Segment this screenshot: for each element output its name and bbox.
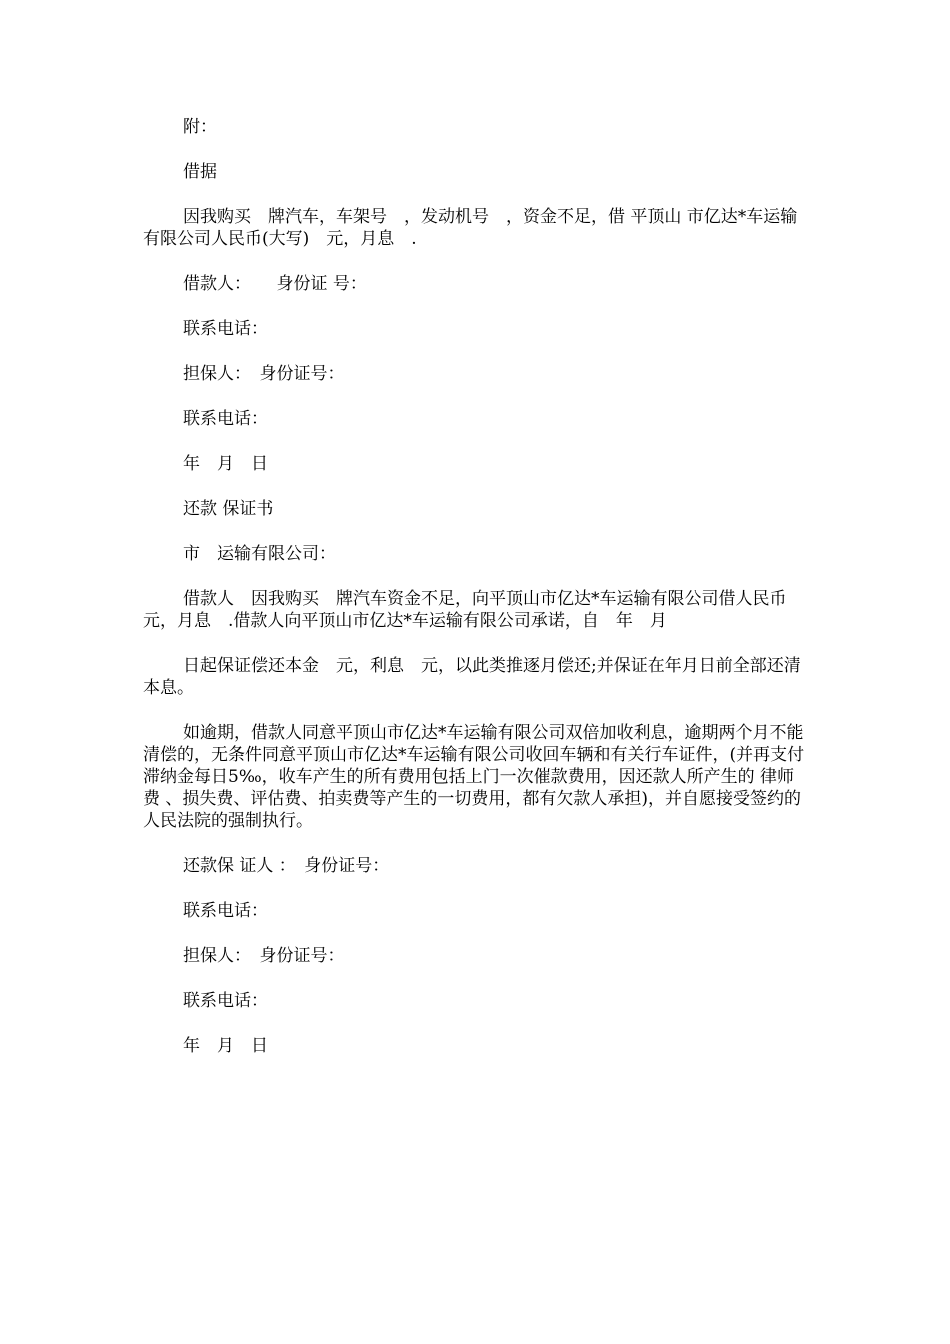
iou-date-line: 年 月 日 xyxy=(183,454,268,474)
repayment-phone-line: 联系电话： xyxy=(183,901,268,921)
second-guarantor-phone-line: 联系电话： xyxy=(183,991,268,1011)
attachment-label: 附： xyxy=(183,117,217,137)
borrower-phone-line: 联系电话： xyxy=(183,319,268,339)
iou-body: 因我购买 牌汽车，车架号 ，发动机号 ，资金不足，借 平顶山 市亿达*车运输有限公司人民币(大写) 元，月息 . xyxy=(143,207,798,249)
repayment-guarantor-line: 还款保 证人 ： 身份证号： xyxy=(183,856,390,876)
guarantee-title: 还款 保证书 xyxy=(183,499,274,519)
addressee-line: 市 运输有限公司： xyxy=(183,544,336,564)
second-guarantor-line: 担保人： 身份证号： xyxy=(183,946,345,966)
guarantor-line: 担保人： 身份证号： xyxy=(183,364,345,384)
guarantee-body-1: 借款人 因我购买 牌汽车资金不足，向平顶山市亿达*车运输有限公司借人民币 元，月息 .借款人向平顶山市亿达*车运输有限公司承诺，自 年 月 xyxy=(143,589,804,631)
borrower-line: 借款人： 身份证 号： xyxy=(183,274,367,294)
guarantee-date-line: 年 月 日 xyxy=(183,1036,268,1056)
guarantee-body-3: 如逾期，借款人同意平顶山市亿达*车运输有限公司双倍加收利息，逾期两个月不能清偿的，无条件同意平顶山市亿达*车运输有限公司收回车辆和有关行车证件，(并再支付滞纳金每日5‰，收车产生的所有费用包括上门一次催款费用，因还款人所产生的 律师费 、损失费、评估费、拍卖费等产生的一切费用，都有欠款人承担)，并自愿接受签约的 人民法院的强制执行。 xyxy=(143,723,819,831)
document-body xyxy=(143,116,819,1057)
iou-title: 借据 xyxy=(183,162,217,182)
guarantor-phone-line: 联系电话： xyxy=(183,409,268,429)
guarantee-body-2: 日起保证偿还本金 元，利息 元，以此类推逐月偿还;并保证在年月日前全部还清本息。 xyxy=(143,656,801,698)
